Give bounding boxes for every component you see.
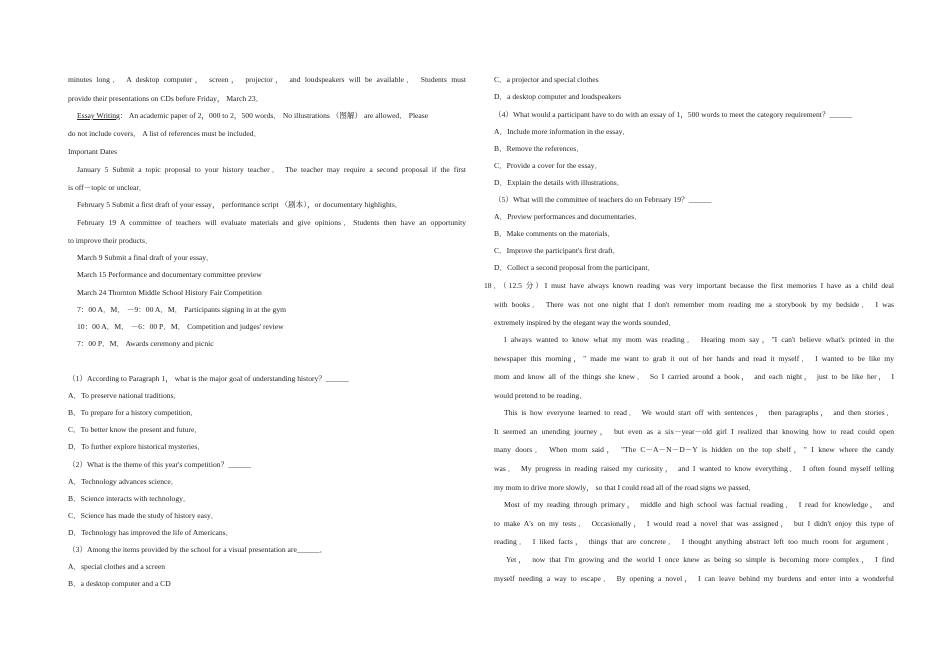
option: C．Provide a cover for the essay． [494,161,603,170]
text-line: with books． There was not one night that I don't remember mom reading me a storybook by my bedside． I was [494,300,894,309]
text-line: February 5 Submit a first draft of your essay， performance script （剧本），or documentary highlights． [77,200,403,209]
text-line: March 9 Submit a final draft of your essay． [77,253,214,262]
text-line: reading． I liked facts， things that are concrete． I thought anything abstract left too much room for argument． [494,537,894,546]
question-3: （3）Among the items provided by the school for a visual presentation are______． [68,545,328,554]
question-2: （2）What is the theme of this year's competition？______ [68,460,251,469]
text-line: It seemed an unending journey， but even as a six－year－old girl I realized that knowing how to read could open [494,427,894,436]
text-line: March 24 Thornton Middle School History Fair Competition [77,288,262,297]
text-line: Yet， now that I'm growing and the world I once knew as being so simple is becoming more complex， I find [506,555,894,564]
question-5: （5）What will the committee of teachers do on February 19？______ [494,195,712,204]
option: A．To preserve national traditions． [68,391,182,400]
text-line: to make A's on my tests． Occasionally， I would read a novel that was assigned， but I didn't enjoy this type of [494,519,894,528]
text-line: extremely inspired by the elegant way the words sounded． [494,318,677,327]
question-18-text: 18．（12.5 分）I must have always known reading was very important because the first memories I have as a child deal [484,281,894,290]
text-line: February 19 A committee of teachers will evaluate materials and give opinions．Students then have an opportunity [77,218,466,227]
option: D．Technology has improved the life of Americans． [68,528,234,537]
text-line: is off－topic or unclear． [68,183,147,192]
question-4: （4）What would a participant have to do with an essay of 1，500 words to meet the category requirement？______ [494,110,853,119]
option: A．Include more information in the essay． [494,127,631,136]
option: A．Technology advances science． [68,477,179,486]
text-line: to improve their products． [68,236,153,245]
option: A．special clothes and a screen [68,562,165,571]
text-line: 7：00 A．M． －9：00 A．M． Participants signing in at the gym [77,305,287,314]
text-line: provide their presentations on CDs before Friday， March 23． [68,94,264,103]
option: B．a desktop computer and a CD [68,579,171,588]
option: C．To better know the present and future． [68,425,203,434]
text-line: myself needing a way to escape． By opening a novel， I can leave behind my burdens and enter into a wonderful [494,574,894,583]
text-line: 7：00 P．M． Awards ceremony and picnic [77,339,214,348]
essay-writing-label: Essay Writing [77,111,120,120]
text-line: This is how everyone learned to read． We would start off with sentences， then paragraphs， and then stories． [504,408,894,417]
text-line: newspaper this morning，" made me want to grab it out of her hands and read it myself． I wanted to be like my [494,354,894,363]
option: B．Remove the references． [494,144,584,153]
option: C．Improve the participant's first draft． [494,246,621,255]
text-line: minutes long． A desktop computer， screen， projector， and loudspeakers will be available． Students must [68,75,466,84]
text-line: mom and know all of the things she knew． So I carried around a book， and each night， just to be like her， I [494,372,894,381]
essay-writing-text: ： An academic paper of 2，000 to 2，500 words． No illustrations （图解） are allowed． Please [119,111,429,120]
essay-writing-line [68,110,466,121]
text-line: I always wanted to know what my mom was reading． Hearing mom say，"I can't believe what's printed in the [504,335,894,344]
option: D．a desktop computer and loudspeakers [494,92,621,101]
option: B．Science interacts with technology． [68,494,191,503]
option: D．Collect a second proposal from the participant． [494,263,656,272]
text-line: January 5 Submit a topic proposal to your history teacher． The teacher may require a second proposal if the first [77,165,466,174]
text-line: 10：00 A．M． －6：00 P．M． Competition and judges' review [77,322,284,331]
option: C．Science has made the study of history easy． [68,511,219,520]
option: A．Preview performances and documentaries． [494,212,642,221]
option: D．To further explore historical mysteries． [68,442,205,451]
important-dates-heading: Important Dates [68,147,118,156]
text-line: many doors． When mom said， "The C－A－N－D－Y is hidden on the top shelf，" I knew where the candy [494,445,894,454]
option: B．To prepare for a history competition． [68,408,199,417]
option: D．Explain the details with illustrations． [494,178,625,187]
question-1: （1）According to Paragraph 1， what is the major goal of understanding history？______ [68,374,349,383]
option: C．a projector and special clothes [494,75,599,84]
text-line: do not include covers． A list of references must be included． [68,129,262,138]
text-line: was． My progress in reading raised my curiosity， and I wanted to know everything． I often found myself telling [494,464,894,473]
option: B．Make comments on the materials． [494,229,616,238]
text-line: would pretend to be reading． [494,391,587,400]
text-line: Most of my reading through primary， middle and high school was factual reading． I read for knowledge， and [504,500,894,509]
text-line: my mom to drive more slowly， so that I could read all of the road signs we passed． [494,483,757,492]
text-line: March 15 Performance and documentary committee preview [77,270,262,279]
